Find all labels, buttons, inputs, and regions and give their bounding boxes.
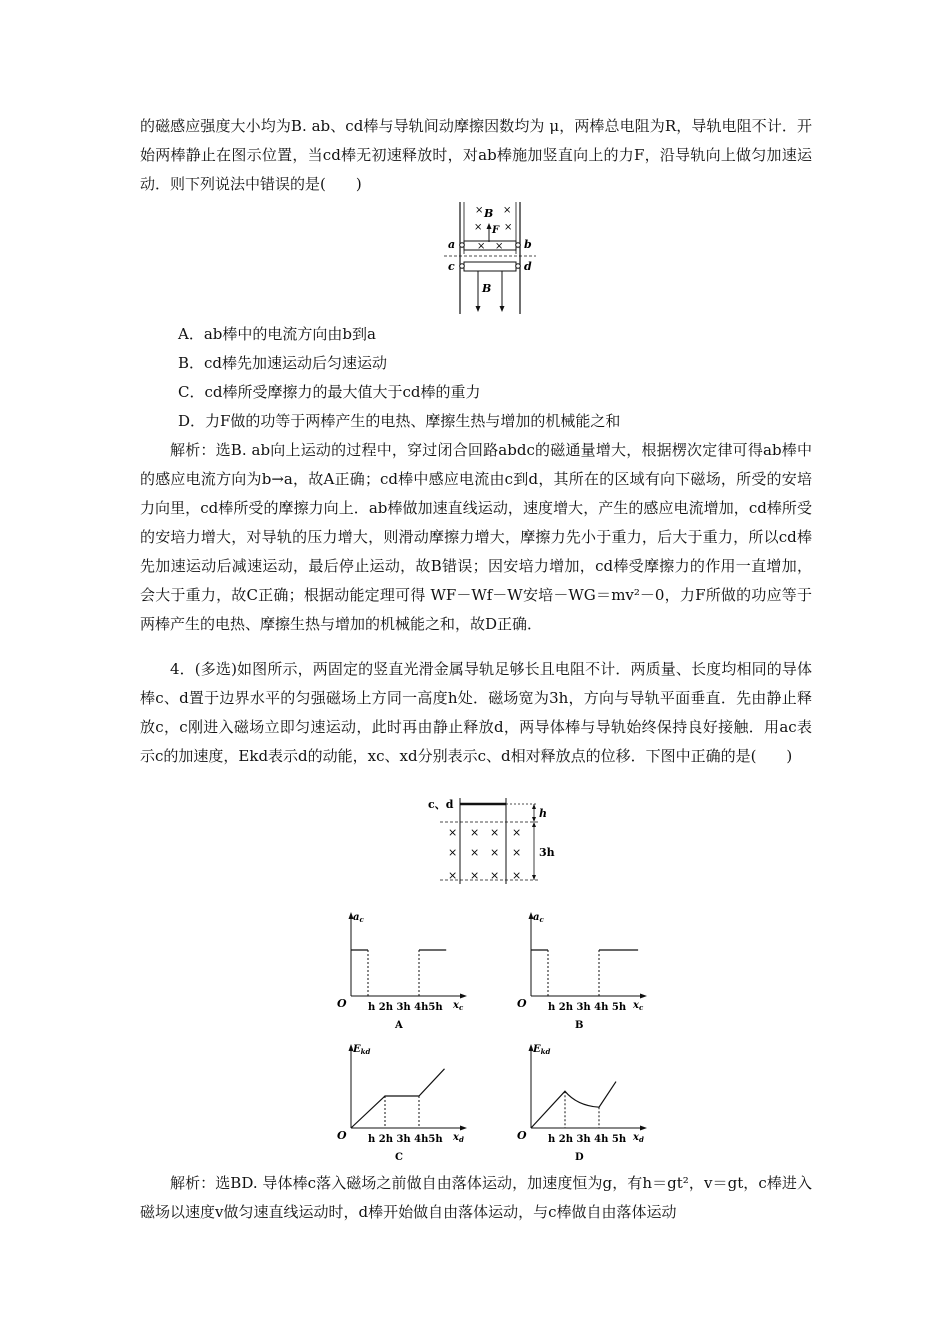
label-b-field-top: B — [484, 207, 494, 220]
cross-mark: × — [503, 205, 512, 216]
q4-analysis: 解析：选BD. 导体棒c落入磁场之前做自由落体运动，加速度恒为g，有h＝gt²，v＝gt，c棒进入磁场以速度v做匀速直线运动时，d棒开始做自由落体运动，与c棒做自由落体运动 — [140, 1174, 812, 1221]
plot-series — [351, 950, 446, 996]
field-figure-2 — [420, 796, 570, 888]
cross-mark: × — [448, 846, 458, 859]
x-axis-label: $x_d$ — [453, 1132, 464, 1144]
plot-series — [531, 1082, 616, 1128]
tick-labels: h 2h 3h 4h 5h — [548, 1002, 627, 1013]
cross-mark: × — [475, 205, 484, 216]
origin-label: O — [517, 1129, 527, 1142]
graph-label: B — [575, 1020, 584, 1031]
cross-mark: × — [448, 826, 458, 839]
y-axis-label: $a_c$ — [533, 912, 544, 924]
cross-mark: × — [448, 869, 458, 882]
cross-mark: × — [512, 869, 522, 882]
option-d: D．力F做的功等于两棒产生的电热、摩擦生热与增加的机械能之和 — [178, 412, 621, 430]
label-h: h — [539, 807, 547, 820]
plot-series — [351, 1069, 445, 1128]
cross-mark: × — [495, 241, 504, 252]
cross-mark: × — [512, 846, 522, 859]
label-3h: 3h — [539, 846, 555, 859]
origin-label: O — [337, 1129, 347, 1142]
option-b: B．cd棒先加速运动后匀速运动 — [178, 354, 388, 372]
x-axis-label: $x_c$ — [453, 1000, 464, 1012]
y-axis-label: $E_{kd}$ — [353, 1044, 371, 1056]
graph-d — [515, 1036, 655, 1166]
graph-a — [335, 904, 475, 1034]
label-a: a — [448, 238, 456, 251]
ek-curve — [351, 1069, 445, 1128]
label-c: c — [448, 260, 455, 273]
option-c: C．cd棒所受摩擦力的最大值大于cd棒的重力 — [178, 383, 481, 401]
cross-mark: × — [474, 222, 483, 233]
cross-mark: × — [490, 826, 500, 839]
x-axis-label: $x_c$ — [633, 1000, 644, 1012]
graph-label: A — [395, 1020, 403, 1031]
graph-label: C — [395, 1152, 403, 1163]
tick-labels: h 2h 3h 4h 5h — [548, 1134, 627, 1145]
option-a: A．ab棒中的电流方向由b到a — [178, 325, 376, 343]
q4-question: 4．(多选)如图所示，两固定的竖直光滑金属导轨足够长且电阻不计．两质量、长度均相同的导体棒c、d置于边界水平的匀强磁场上方同一高度h处．磁场宽为3h，方向与导轨平面垂直．先由静止释放c，c刚进入磁场立即匀速运动，此时再由静止释放d，两导体棒与导轨始终保持良好接触．用ac表示c的加速度，Ekd表示d的动能，xc、xd分别表示c、d相对释放点的位移．下图中正确的是( ) — [140, 660, 812, 765]
label-cd: c、d — [428, 798, 454, 811]
origin-label: O — [337, 997, 347, 1010]
graph-b — [515, 904, 655, 1034]
cross-mark: × — [512, 826, 522, 839]
y-axis-label: $E_{kd}$ — [533, 1044, 551, 1056]
label-d: d — [524, 260, 532, 273]
label-b-field-bottom: B — [482, 282, 492, 295]
intro-paragraph: 的磁感应强度大小均为B. ab、cd棒与导轨间动摩擦因数均为 μ，两棒总电阻为R，导轨电阻不计．开始两棒静止在图示位置，当cd棒无初速释放时，对ab棒施加竖直向上的力F，沿导轨向上做匀加速运动．则下列说法中错误的是( ) — [140, 117, 812, 193]
y-axis-label: $a_c$ — [353, 912, 364, 924]
plot-series — [531, 950, 638, 996]
tick-labels: h 2h 3h 4h5h — [368, 1134, 443, 1145]
cross-mark: × — [470, 869, 480, 882]
cross-mark: × — [470, 846, 480, 859]
q3-analysis: 解析：选B. ab向上运动的过程中，穿过闭合回路abdc的磁通量增大，根据楞次定律可得ab棒中的感应电流方向为b→a，故A正确；cd棒中感应电流由c到d，其所在的区域有向下磁场，所受的安培力向里，cd棒所受的摩擦力向上．ab棒做加速直线运动，速度增大，产生的感应电流增加，cd棒所受的安培力增大，对导轨的压力增大，则滑动摩擦力增大，摩擦力先小于重力，后大于重力，所以cd棒先加速运动后减速运动，最后停止运动，故B错误；因安培力增加，cd棒受摩擦力的作用一直增加，会大于重力，故C正确；根据动能定理可得 WF－Wf－W安培－WG＝mv²－0，力F所做的功应等于两棒产生的电热、摩擦生热与增加的机械能之和，故D正确． — [140, 441, 812, 633]
origin-label: O — [517, 997, 527, 1010]
graph-label: D — [575, 1152, 584, 1163]
cross-mark: × — [504, 222, 513, 233]
cross-mark: × — [490, 869, 500, 882]
x-axis-label: $x_d$ — [633, 1132, 644, 1144]
cross-mark: × — [470, 826, 480, 839]
label-b: b — [524, 238, 532, 251]
tick-labels: h 2h 3h 4h5h — [368, 1002, 443, 1013]
cross-mark: × — [490, 846, 500, 859]
label-force-f: F — [492, 225, 500, 236]
graph-c — [335, 1036, 475, 1166]
cross-mark: × — [477, 241, 486, 252]
rail-figure-1 — [440, 200, 540, 318]
ek-curve — [531, 1082, 616, 1128]
